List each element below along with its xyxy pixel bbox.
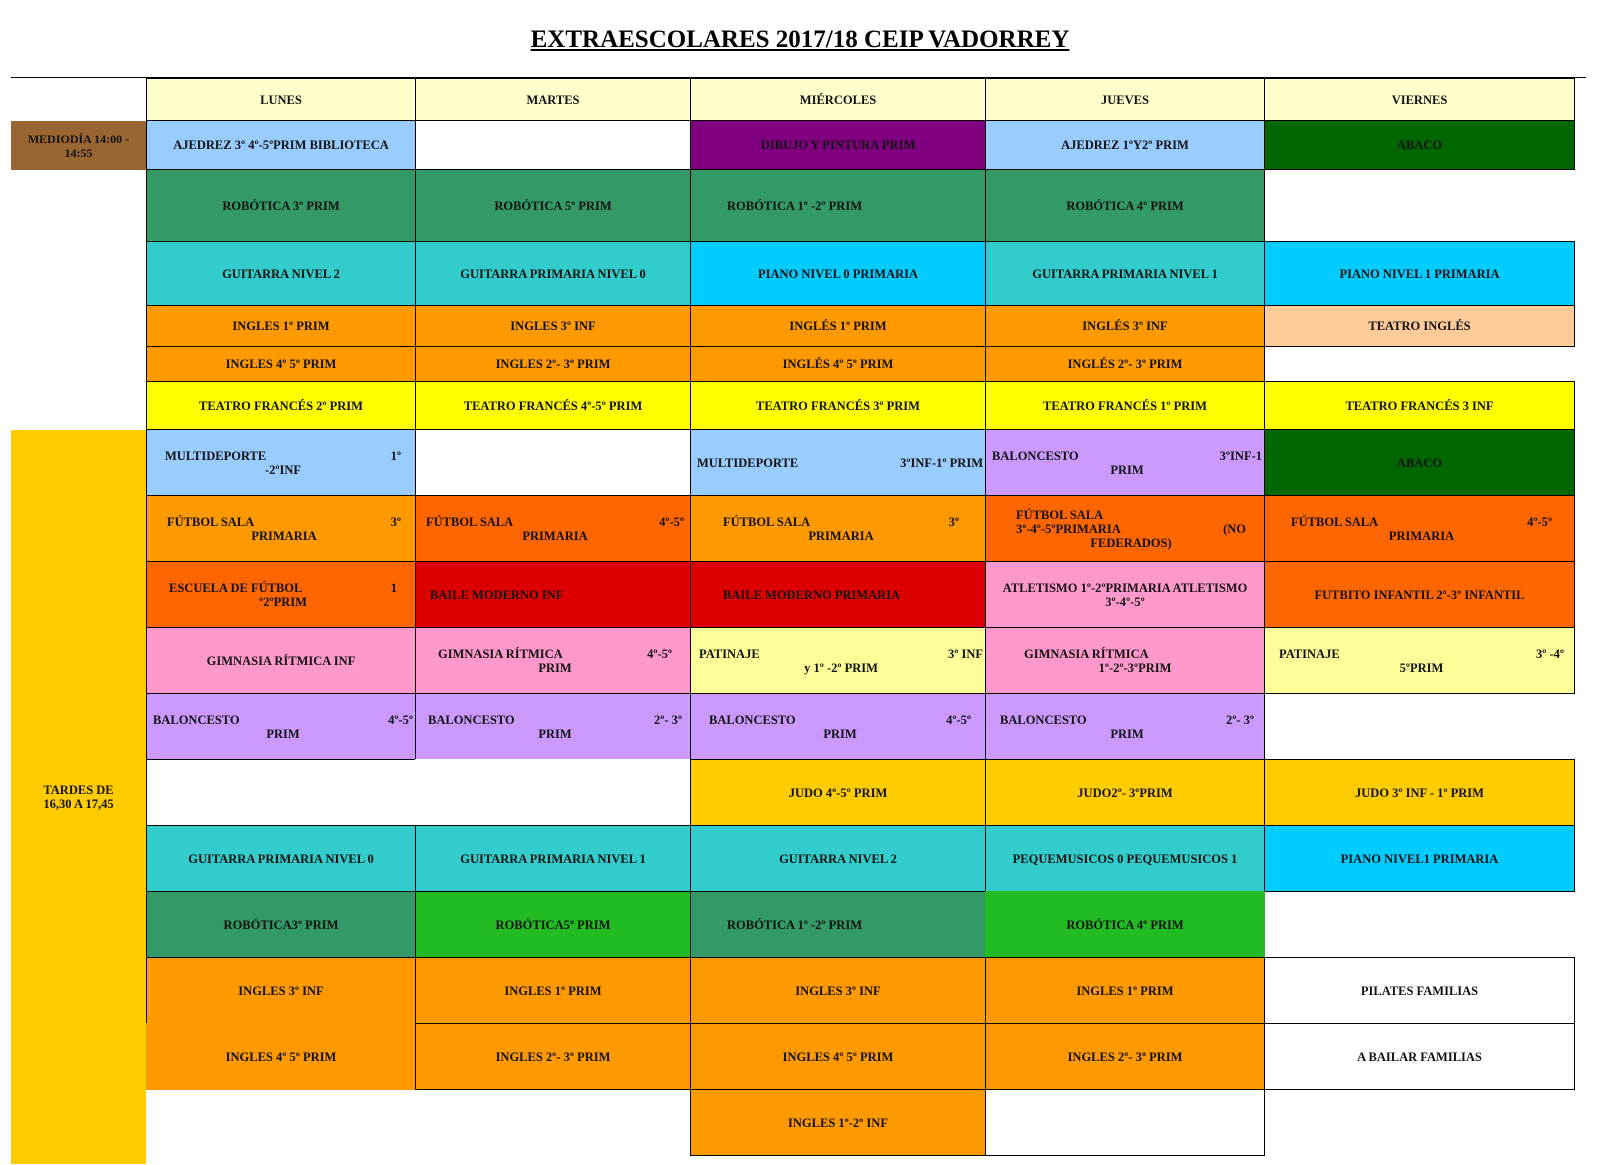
cell-judo-martes bbox=[415, 759, 691, 826]
group: 3ºINF-1 bbox=[1219, 448, 1262, 463]
cell-robotica2-martes: ROBÓTICA5º PRIM bbox=[415, 891, 691, 958]
header-lunes: LUNES bbox=[146, 78, 416, 121]
group-cont: º2ºPRIM bbox=[259, 594, 307, 609]
activity: FÚTBOL SALA bbox=[1291, 514, 1379, 529]
activity: GIMNASIA RÍTMICA bbox=[1024, 646, 1149, 661]
cell-multi-miercoles bbox=[690, 429, 986, 496]
group-cont: 5ºPRIM bbox=[1399, 660, 1444, 675]
cell-musica1-lunes: GUITARRA NIVEL 2 bbox=[146, 241, 416, 306]
group: 4º-5º bbox=[388, 712, 413, 727]
cell-ingles3-jueves: INGLES 1º PRIM bbox=[985, 957, 1265, 1024]
cell-multi-martes bbox=[415, 429, 691, 496]
cell-futbol-viernes bbox=[1264, 495, 1575, 562]
note-cont: FEDERADOS) bbox=[1090, 535, 1172, 550]
group: 4º-5º bbox=[659, 514, 684, 529]
activity: PATINAJE bbox=[1279, 646, 1340, 661]
cell-judo-viernes: JUDO 3º INF - 1º PRIM bbox=[1264, 759, 1575, 826]
cell-robotica2-lunes: ROBÓTICA3º PRIM bbox=[146, 891, 416, 958]
group: 3º bbox=[948, 514, 959, 529]
cell-futbol-miercoles bbox=[690, 495, 986, 562]
cell-gimnasia-martes bbox=[415, 627, 691, 694]
group-cont: 1º-2º-3ºPRIM bbox=[1098, 660, 1172, 675]
cell-futbol-jueves bbox=[985, 495, 1265, 562]
group-cont: PRIMARIA bbox=[522, 528, 588, 543]
cell-teatro-jueves: TEATRO FRANCÉS 1º PRIM bbox=[985, 381, 1265, 430]
cell-ingles1-lunes: INGLES 1º PRIM bbox=[146, 305, 416, 347]
cell-judo-lunes bbox=[146, 759, 416, 826]
cell-ingles3-viernes: PILATES FAMILIAS bbox=[1264, 957, 1575, 1024]
cell-robotica1-martes: ROBÓTICA 5º PRIM bbox=[415, 169, 691, 242]
header-viernes: VIERNES bbox=[1264, 78, 1575, 121]
cell-robotica1-lunes: ROBÓTICA 3º PRIM bbox=[146, 169, 416, 242]
header-jueves: JUEVES bbox=[985, 78, 1265, 121]
group-cont: -2ºINF bbox=[264, 462, 302, 477]
cell-mediodia-viernes: ABACO bbox=[1264, 120, 1575, 170]
cell-ingles2-martes: INGLES 2º- 3º PRIM bbox=[415, 346, 691, 382]
cell-mediodia-lunes: AJEDREZ 3º 4º-5ºPRIM BIBLIOTECA bbox=[146, 120, 416, 170]
group-cont: PRIM bbox=[823, 726, 857, 741]
cell-teatro-miercoles: TEATRO FRANCÉS 3º PRIM bbox=[690, 381, 986, 430]
row-label-tardes bbox=[11, 430, 146, 1164]
group: 4º-5º bbox=[946, 712, 971, 727]
cell-ingles2-jueves: INGLÉS 2º- 3º PRIM bbox=[985, 346, 1265, 382]
cell-ingles2-lunes: INGLES 4º 5º PRIM bbox=[146, 346, 416, 382]
cell-judo-miercoles: JUDO 4º-5º PRIM bbox=[690, 759, 986, 826]
cell-mediodia-miercoles: DIBUJO Y PINTURA PRIM bbox=[690, 120, 986, 170]
cell-baloncesto-jueves bbox=[985, 693, 1265, 760]
group-cont: PRIM bbox=[266, 726, 300, 741]
cell-ingles3-martes: INGLES 1º PRIM bbox=[415, 957, 691, 1024]
cell-ingles1-viernes: TEATRO INGLÉS bbox=[1264, 305, 1575, 347]
cell-gimnasia-miercoles bbox=[690, 627, 986, 694]
cell-ingles3-lunes: INGLES 3º INF bbox=[146, 957, 416, 1024]
group: 3º bbox=[390, 514, 401, 529]
cell-mediodia-martes bbox=[415, 120, 691, 170]
group-cont: PRIMARIA bbox=[808, 528, 874, 543]
cell-baloncesto-miercoles bbox=[690, 693, 986, 760]
cell-gimnasia-viernes bbox=[1264, 627, 1575, 694]
activity: PATINAJE bbox=[699, 646, 760, 661]
group-cont: y 1º -2º PRIM bbox=[804, 660, 878, 675]
page-title: EXTRAESCOLARES 2017/18 CEIP VADORREY bbox=[530, 26, 1070, 53]
group-cont: PRIM bbox=[538, 726, 572, 741]
activity: FÚTBOL SALA bbox=[723, 514, 811, 529]
cell-ingles1-martes: INGLES 3º INF bbox=[415, 305, 691, 347]
cell-teatro-martes: TEATRO FRANCÉS 4º-5º PRIM bbox=[415, 381, 691, 430]
cell-multi-viernes: ABACO bbox=[1264, 429, 1575, 496]
group-cont: PRIM bbox=[1110, 726, 1144, 741]
cell-ingles4-lunes: INGLES 4º 5º PRIM bbox=[146, 1023, 416, 1090]
cell-baloncesto-lunes bbox=[146, 693, 416, 760]
cell-musica1-jueves: GUITARRA PRIMARIA NIVEL 1 bbox=[985, 241, 1265, 306]
cell-escuela-martes: BAILE MODERNO INF bbox=[415, 561, 691, 628]
cell-ingles1-miercoles: INGLÉS 1º PRIM bbox=[690, 305, 986, 347]
cell-robotica1-miercoles: ROBÓTICA 1º -2º PRIM bbox=[690, 169, 986, 242]
cell-baloncesto-martes bbox=[415, 693, 691, 760]
cell-musica2-jueves: PEQUEMUSICOS 0 PEQUEMUSICOS 1 bbox=[985, 825, 1265, 892]
cell-ingles1-jueves: INGLÉS 3º INF bbox=[985, 305, 1265, 347]
group-cont: PRIMARIA bbox=[251, 528, 317, 543]
cell-gimnasia-jueves bbox=[985, 627, 1265, 694]
cell-gimnasia-lunes: GIMNASIA RÍTMICA INF bbox=[146, 627, 416, 694]
cell-ingles3-miercoles: INGLES 3º INF bbox=[690, 957, 986, 1024]
cell-ingles4-viernes: A BAILAR FAMILIAS bbox=[1264, 1023, 1575, 1090]
group-cont: PRIM bbox=[538, 660, 572, 675]
group-cont: 3º-4º-5º bbox=[1105, 594, 1145, 609]
cell-teatro-viernes: TEATRO FRANCÉS 3 INF bbox=[1264, 381, 1575, 430]
cell-robotica1-jueves: ROBÓTICA 4º PRIM bbox=[985, 169, 1265, 242]
cell-musica2-viernes: PIANO NIVEL1 PRIMARIA bbox=[1264, 825, 1575, 892]
cell-musica2-martes: GUITARRA PRIMARIA NIVEL 1 bbox=[415, 825, 691, 892]
group: 3ºINF-1º PRIM bbox=[900, 455, 983, 470]
group: 3º-4º-5ºPRIMARIA bbox=[1016, 521, 1121, 536]
row-label-mediodia: MEDIODÍA 14:00 - 14:55 bbox=[11, 121, 146, 170]
activity: FÚTBOL SALA bbox=[167, 514, 255, 529]
group: 3º -4º bbox=[1535, 646, 1564, 661]
row-label-tardes-text: TARDES DE 16,30 A 17,45 bbox=[43, 783, 114, 811]
group-cont: PRIM bbox=[1110, 462, 1144, 477]
activity: BALONCESTO bbox=[992, 448, 1079, 463]
cell-ingles4-jueves: INGLES 2º- 3º PRIM bbox=[985, 1023, 1265, 1090]
cell-escuela-viernes: FUTBITO INFANTIL 2º-3º INFANTIL bbox=[1264, 561, 1575, 628]
cell-multi-lunes bbox=[146, 429, 416, 496]
cell-judo-jueves: JUDO2º- 3ºPRIM bbox=[985, 759, 1265, 826]
cell-futbol-lunes bbox=[146, 495, 416, 562]
activity: ESCUELA DE FÚTBOL bbox=[169, 580, 303, 595]
header-miercoles: MIÉRCOLES bbox=[690, 78, 986, 121]
cell-ingles5-miercoles: INGLES 1º-2º INF bbox=[690, 1089, 986, 1156]
cell-escuela-lunes bbox=[146, 561, 416, 628]
cell-ingles2-miercoles: INGLÉS 4º 5º PRIM bbox=[690, 346, 986, 382]
activity: MULTIDEPORTE bbox=[165, 448, 267, 463]
activity: BALONCESTO bbox=[1000, 712, 1087, 727]
group: 2º- 3º bbox=[1225, 712, 1254, 727]
activity: BALONCESTO bbox=[153, 712, 240, 727]
cell-escuela-miercoles: BAILE MODERNO PRIMARIA bbox=[690, 561, 986, 628]
group: 3º INF bbox=[947, 646, 983, 661]
group: 2º- 3º bbox=[653, 712, 682, 727]
cell-musica1-miercoles: PIANO NIVEL 0 PRIMARIA bbox=[690, 241, 986, 306]
cell-musica2-miercoles: GUITARRA NIVEL 2 bbox=[690, 825, 986, 892]
cell-escuela-jueves bbox=[985, 561, 1265, 628]
cell-ingles4-martes: INGLES 2º- 3º PRIM bbox=[415, 1023, 691, 1090]
cell-musica1-martes: GUITARRA PRIMARIA NIVEL 0 bbox=[415, 241, 691, 306]
cell-robotica2-miercoles: ROBÓTICA 1º -2º PRIM bbox=[690, 891, 986, 958]
activity: GIMNASIA RÍTMICA bbox=[438, 646, 563, 661]
cell-futbol-martes bbox=[415, 495, 691, 562]
cell-mediodia-jueves: AJEDREZ 1ºY2º PRIM bbox=[985, 120, 1265, 170]
activity: BALONCESTO bbox=[709, 712, 796, 727]
cell-ingles5-jueves bbox=[985, 1089, 1265, 1156]
group-cont: PRIMARIA bbox=[1388, 528, 1455, 543]
cell-robotica2-jueves: ROBÓTICA 4º PRIM bbox=[985, 891, 1265, 958]
cell-teatro-lunes: TEATRO FRANCÉS 2º PRIM bbox=[146, 381, 416, 430]
note: (NO bbox=[1223, 521, 1246, 536]
activity: BALONCESTO bbox=[428, 712, 515, 727]
activity: MULTIDEPORTE bbox=[697, 455, 799, 470]
group: 4º-5º bbox=[1527, 514, 1552, 529]
header-martes: MARTES bbox=[415, 78, 691, 121]
group: 1º bbox=[390, 448, 401, 463]
group: 1 bbox=[390, 580, 397, 595]
activity: ATLETISMO 1º-2ºPRIMARIA ATLETISMO bbox=[1002, 580, 1248, 595]
activity: FÚTBOL SALA bbox=[1016, 507, 1104, 522]
cell-musica2-lunes: GUITARRA PRIMARIA NIVEL 0 bbox=[146, 825, 416, 892]
activity: FÚTBOL SALA bbox=[426, 514, 514, 529]
cell-musica1-viernes: PIANO NIVEL 1 PRIMARIA bbox=[1264, 241, 1575, 306]
cell-multi-jueves bbox=[985, 429, 1265, 496]
group: 4º-5º bbox=[647, 646, 672, 661]
cell-ingles4-miercoles: INGLES 4º 5º PRIM bbox=[690, 1023, 986, 1090]
